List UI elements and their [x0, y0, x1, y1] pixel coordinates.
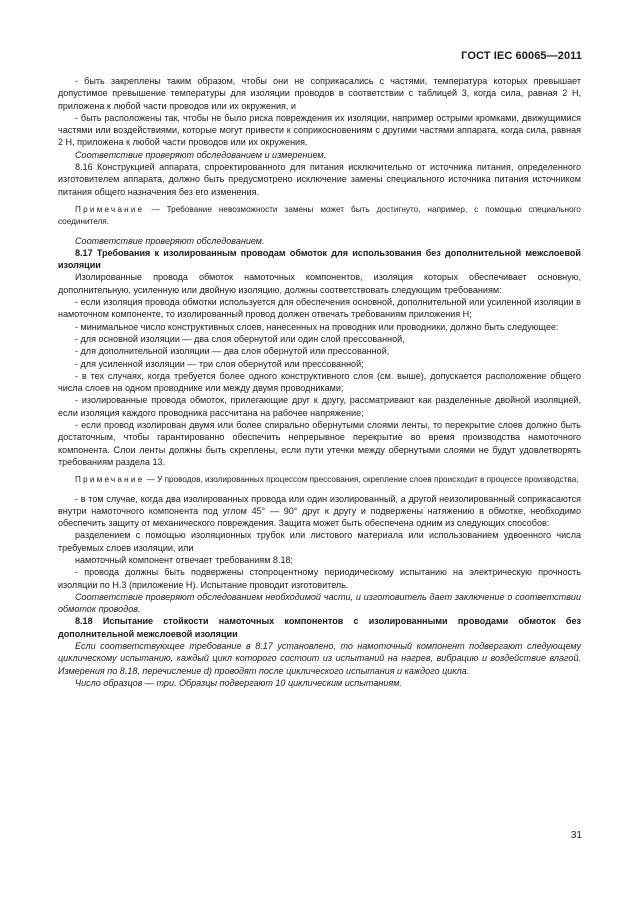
compliance-note: Соответствие проверяют обследованием.	[75, 235, 265, 246]
list-item: - если провод изолирован двумя или более спирально обернутыми слоями ленты, то перекрытие слоев должно быть достаточным, чтобы гарантированно обеспечить непрерывное перекрытие во время производства намоточного компонента. Слои ленты должны быть скреплены, если пути утечки между обернутыми слоями не будут удовлетворять требованиям раздела 13.	[58, 420, 581, 467]
list-item: - для основной изоляции — два слоя обернутой или один слой прессованной,	[75, 333, 405, 344]
paragraph: Если соответствующее требование в 8.17 установлено, то намоточный компонент подвергают следующему циклическому испытанию, каждый цикл которого состоит из испытаний на нагрев, вибрацию и воздействие влагой. Измерения по 8.18, перечисление d) проводят после циклического испытания и каждого цикла.	[58, 641, 581, 676]
document-body	[58, 75, 581, 689]
list-item: - для дополнительной изоляции — два слоя обернутой или прессованной,	[75, 346, 390, 357]
list-item: - если изоляция провода обмотки используется для обеспечения основной, дополнительной или усиленной изоляции в намоточном компоненте, то изолированный провод должен отвечать требованиям приложения H;	[58, 297, 581, 320]
note-label: Примечание	[75, 475, 145, 485]
clause-8-16: 8.16 Конструкцией аппарата, спроектированного для питания исключительно от источника питания, определенного изготовителем аппарата, должно быть предусмотрено исключение замены специального источника питания источником питания общего назначения без его изменения.	[58, 162, 581, 197]
paragraph: разделением с помощью изоляционных трубок или листового материала или использованием удвоенного числа требуемых слоев изоляции, или	[58, 530, 581, 553]
clause-8-17-heading: 8.17 Требования к изолированным проводам обмоток для использования без дополнительной межслоевой изоляции	[58, 247, 581, 271]
note	[58, 474, 581, 486]
list-item: - в тех случаях, когда требуется более одного конструктивного слоя (см. выше), допускается расположение общего числа слоев на одном проводнике или между двумя проводниками;	[58, 370, 581, 394]
list-item: - в том случае, когда два изолированных провода или один изолированный, а другой неизолированный соприкасаются внутри намоточного компонента под углом 45° — 90° друг к другу и подвержены натяжению в обмотке, необходимо обеспечить защиту от механического повреждения. Защита может быть обеспечена одним из следующих способов:	[58, 493, 581, 529]
list-item: - для усиленной изоляции — три слоя обернутой или прессованной;	[75, 358, 364, 369]
paragraph: Число образцов — три. Образцы подвергают 10 циклическим испытаниям.	[75, 677, 402, 688]
paragraph: - быть расположены так, чтобы не было риска повреждения их изоляции, например острыми кромками, движущимися частями или воздействиями, которые могут привести к соприкосновениям с другими частями аппарата, когда сила, равная 2 Н, приложена к любой части проводов или их окружения.	[58, 112, 581, 148]
note-text: — У проводов, изолированных процессом прессования, скрепление слоев происходит в процессе производства;	[144, 475, 579, 485]
list-item: - изолированные провода обмоток, прилегающие друг к другу, рассматривают как разделенные двойной изоляцией, если изоляция каждого проводника рассчитана на рабочее напряжение;	[58, 395, 581, 418]
paragraph: - быть закреплены таким образом, чтобы они не соприкасались с частями, температура которых превышает допустимое превышение температуры для изоляции проводов в соответствии с таблицей 3, когда сила, равная 2 Н, приложена к любой части проводов или их окружения, и	[58, 76, 581, 111]
document-id: ГОСТ IEC 60065—2011	[461, 50, 582, 62]
clause-8-18-heading: 8.18 Испытание стойкости намоточных компонентов с изолированными проводами обмоток без дополнительной межслоевой изоляции	[58, 616, 581, 639]
paragraph: Изолированные провода обмоток намоточных компонентов, изоляция которых обеспечивает основную, дополнительную, усиленную или двойную изоляцию, должны соответствовать следующим требованиям:	[58, 272, 581, 295]
note-text: — Требование невозможности замены может быть достигнуто, например, с помощью специального соединителя.	[58, 204, 581, 227]
note-label: Примечание	[75, 204, 145, 214]
paragraph: намоточный компонент отвечает требованиям 8.18;	[75, 554, 294, 565]
list-item: - провода должны быть подвержены стопроцентному периодическому испытанию на электрическую прочность изоляции по H.3 (приложение H). Испытание проводит изготовитель.	[58, 567, 581, 590]
page-number: 31	[570, 830, 582, 841]
list-item: - минимальное число конструктивных слоев, нанесенных на проводник или проводники, должно быть следующее:	[75, 321, 559, 332]
note	[58, 204, 581, 229]
compliance-note: Соответствие проверяют обследованием и измерением.	[75, 149, 327, 160]
compliance-note: Соответствие проверяют обследованием необходимой части, и изготовитель дает заключение о соответствии обмоток проводов.	[58, 591, 581, 615]
